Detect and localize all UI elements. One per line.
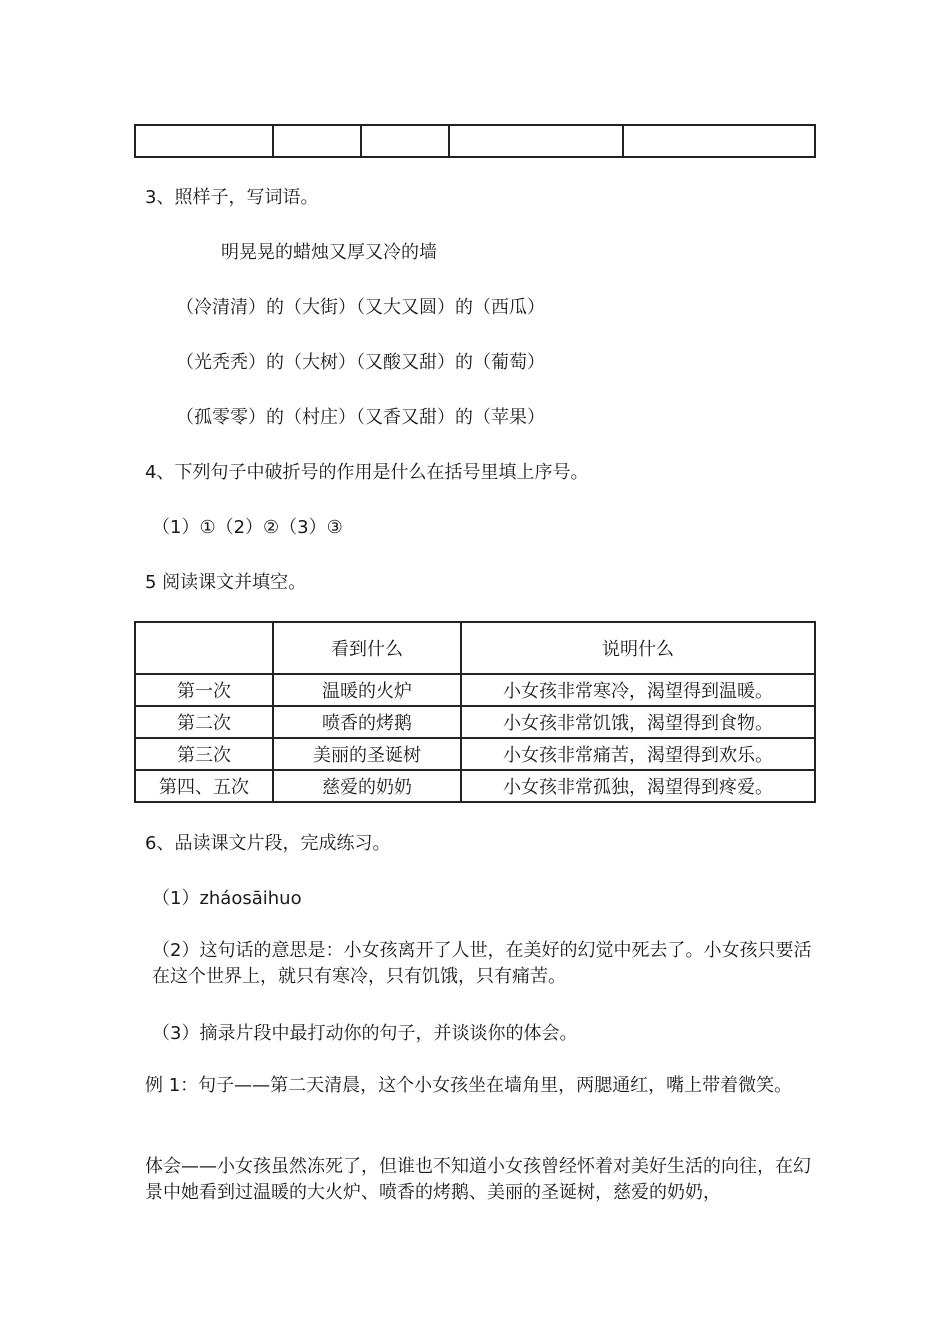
table-cell: [361, 125, 449, 157]
table-row: [135, 770, 815, 802]
table-cell: 喷香的烤鹅: [273, 706, 461, 738]
table-row: [135, 738, 815, 770]
q3-row: （孤零零）的（村庄）（又香又甜）的（苹果）: [176, 407, 545, 428]
q3-row: （冷清清）的（大街）（又大又圆）的（西瓜）: [176, 297, 545, 318]
table-row: [135, 706, 815, 738]
table-cell: [623, 125, 815, 157]
table-cell: 第二次: [135, 706, 273, 738]
q6-answer-1: （1）zháosāihuo: [152, 888, 302, 909]
q3-example: 明晃晃的蜡烛又厚又冷的墙: [221, 242, 437, 263]
table-header-cell: 说明什么: [461, 622, 815, 674]
q4-heading: 4、下列句子中破折号的作用是什么在括号里填上序号。: [145, 462, 589, 483]
table-header-cell: [135, 622, 273, 674]
q5-heading: 5 阅读课文并填空。: [145, 572, 307, 593]
table-cell: 第三次: [135, 738, 273, 770]
table-header-row: [135, 622, 815, 674]
table-cell: 美丽的圣诞树: [273, 738, 461, 770]
table-cell: [449, 125, 623, 157]
table-cell: 温暖的火炉: [273, 674, 461, 706]
q6-answer-2: （2）这句话的意思是：小女孩离开了人世，在美好的幻觉中死去了。小女孩只要活在这个世界上，就只有寒冷，只有饥饿，只有痛苦。: [152, 940, 812, 987]
table-cell: [135, 125, 273, 157]
q3-row: （光秃秃）的（大树）（又酸又甜）的（葡萄）: [176, 352, 545, 373]
table-row: [135, 674, 815, 706]
q6-answer-3: （3）摘录片段中最打动你的句子，并谈谈你的体会。: [152, 1023, 578, 1044]
q6-feeling: 体会——小女孩虽然冻死了，但谁也不知道小女孩曾经怀着对美好生活的向往，在幻景中她看到过温暖的大火炉、喷香的烤鹅、美丽的圣诞树，慈爱的奶奶，: [145, 1156, 811, 1203]
table-cell: 小女孩非常寒冷，渴望得到温暖。: [461, 674, 815, 706]
q6-heading: 6、品读课文片段，完成练习。: [145, 833, 391, 854]
table-cell: 小女孩非常饥饿，渴望得到食物。: [461, 706, 815, 738]
top-empty-table: [134, 124, 816, 158]
table-cell: 第四、五次: [135, 770, 273, 802]
q6-example-1: 例 1：句子——第二天清晨，这个小女孩坐在墙角里，两腮通红，嘴上带着微笑。: [145, 1075, 793, 1096]
table-header-cell: 看到什么: [273, 622, 461, 674]
table-cell: [273, 125, 361, 157]
q3-heading: 3、照样子，写词语。: [145, 187, 319, 208]
table-cell: 慈爱的奶奶: [273, 770, 461, 802]
table-cell: 小女孩非常痛苦，渴望得到欢乐。: [461, 738, 815, 770]
table-cell: 小女孩非常孤独，渴望得到疼爱。: [461, 770, 815, 802]
reading-table: [134, 621, 816, 803]
table-cell: 第一次: [135, 674, 273, 706]
q4-answer: （1）①（2）②（3）③: [152, 517, 343, 538]
